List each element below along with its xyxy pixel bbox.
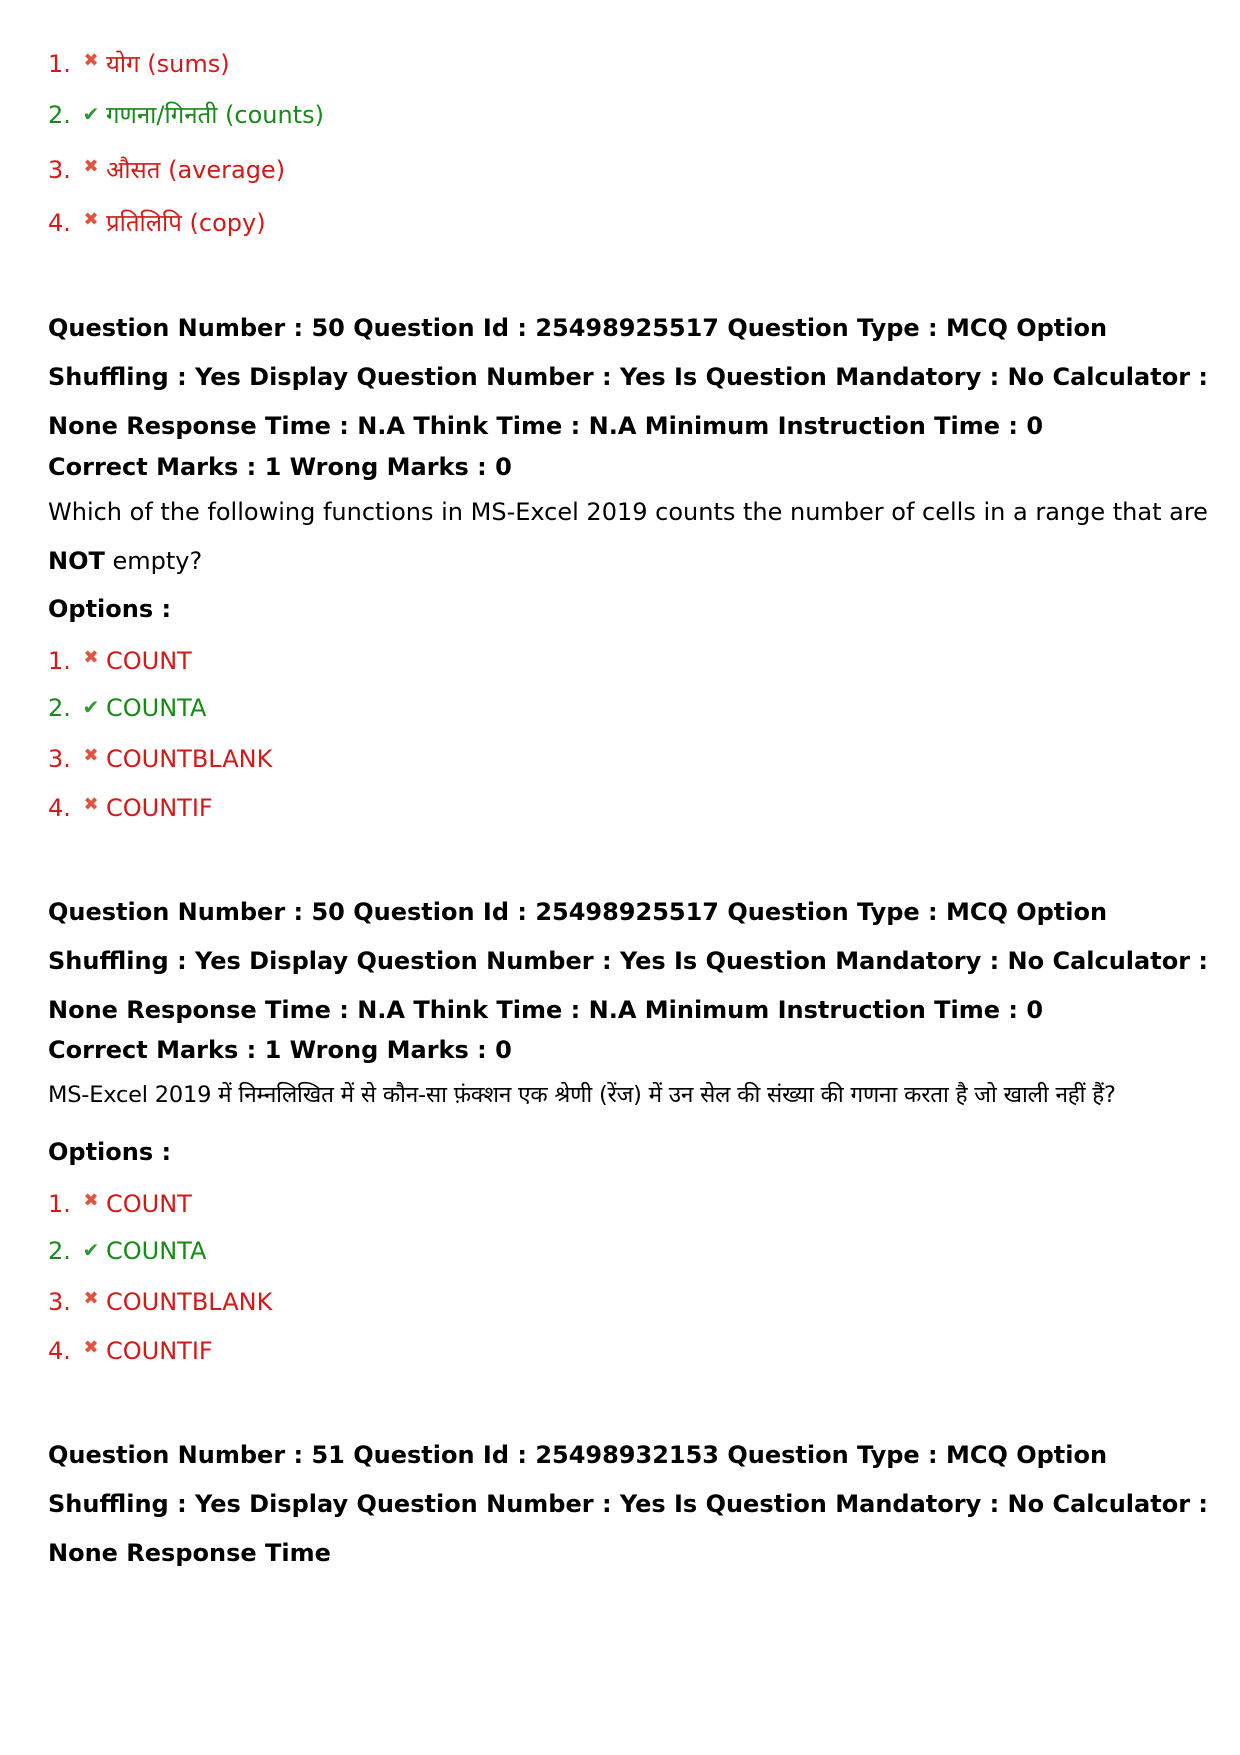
option-text: औसत (average) <box>106 156 286 184</box>
cross-icon: ✖ <box>83 156 99 177</box>
option-text: COUNT <box>106 647 192 675</box>
option-item <box>48 790 213 823</box>
option-text: गणना/गिनती (counts) <box>106 101 324 129</box>
cross-icon: ✖ <box>83 50 99 71</box>
cross-icon: ✖ <box>83 209 99 230</box>
option-number: 2. <box>48 694 71 722</box>
option-item <box>48 205 266 238</box>
question-text <box>48 488 1208 586</box>
question-meta: Question Number : 51 Question Id : 25498932153 Question Type : MCQ Option Shuffling : Yes Display Question Number : Yes Is Question Mandatory : No Calculator : None Response Time <box>48 1441 1208 1567</box>
check-icon: ✔ <box>82 695 100 719</box>
cross-icon: ✖ <box>83 1337 99 1358</box>
option-item <box>48 1333 213 1366</box>
check-icon: ✔ <box>82 102 100 126</box>
question-marks: Correct Marks : 1 Wrong Marks : 0 <box>48 1036 512 1064</box>
option-item <box>48 643 192 676</box>
option-item <box>48 1186 192 1219</box>
question-text-part: empty? <box>104 547 203 575</box>
option-text: प्रतिलिपि (copy) <box>106 209 266 237</box>
option-number: 3. <box>48 1288 71 1316</box>
question-meta: Question Number : 50 Question Id : 25498925517 Question Type : MCQ Option Shuffling : Yes Display Question Number : Yes Is Question Mandatory : No Calculator : None Response Time : N.A Think Time : N.A Minimum Instruction Time : 0 <box>48 314 1208 440</box>
option-text: COUNT <box>106 1190 192 1218</box>
cross-icon: ✖ <box>83 794 99 815</box>
option-number: 1. <box>48 1190 71 1218</box>
options-label: Options : <box>48 595 172 623</box>
option-text: योग (sums) <box>106 50 230 78</box>
check-icon: ✔ <box>82 1238 100 1262</box>
question-text-part: Which of the following functions in MS-Excel 2019 counts the number of cells in a range that are <box>48 498 1208 526</box>
option-number: 4. <box>48 794 71 822</box>
cross-icon: ✖ <box>83 1288 99 1309</box>
option-number: 3. <box>48 745 71 773</box>
option-text: COUNTBLANK <box>106 745 273 773</box>
option-text: COUNTIF <box>106 794 213 822</box>
question-meta: Question Number : 50 Question Id : 25498925517 Question Type : MCQ Option Shuffling : Yes Display Question Number : Yes Is Question Mandatory : No Calculator : None Response Time : N.A Think Time : N.A Minimum Instruction Time : 0 <box>48 898 1208 1024</box>
option-number: 3. <box>48 156 71 184</box>
option-item <box>48 1284 272 1317</box>
question-marks: Correct Marks : 1 Wrong Marks : 0 <box>48 453 512 481</box>
cross-icon: ✖ <box>83 647 99 668</box>
option-item <box>48 99 324 130</box>
option-text: COUNTA <box>106 1237 207 1265</box>
question-text: MS-Excel 2019 में निम्नलिखित में से कौन-सा फ़ंक्शन एक श्रेणी (रेंज) में उन सेल की संख्या की गणना करता है जो खाली नहीं हैं? <box>48 1082 1116 1108</box>
option-item <box>48 741 272 774</box>
option-item <box>48 692 206 723</box>
options-label: Options : <box>48 1138 172 1166</box>
cross-icon: ✖ <box>83 1190 99 1211</box>
option-text: COUNTA <box>106 694 207 722</box>
option-text: COUNTIF <box>106 1337 213 1365</box>
option-item <box>48 46 230 79</box>
question-text-emphasis: NOT <box>48 547 105 575</box>
option-item <box>48 152 285 185</box>
option-number: 1. <box>48 50 71 78</box>
option-number: 2. <box>48 1237 71 1265</box>
option-text: COUNTBLANK <box>106 1288 273 1316</box>
cross-icon: ✖ <box>83 745 99 766</box>
option-number: 1. <box>48 647 71 675</box>
option-number: 4. <box>48 209 71 237</box>
option-number: 4. <box>48 1337 71 1365</box>
option-number: 2. <box>48 101 71 129</box>
option-item <box>48 1235 206 1266</box>
